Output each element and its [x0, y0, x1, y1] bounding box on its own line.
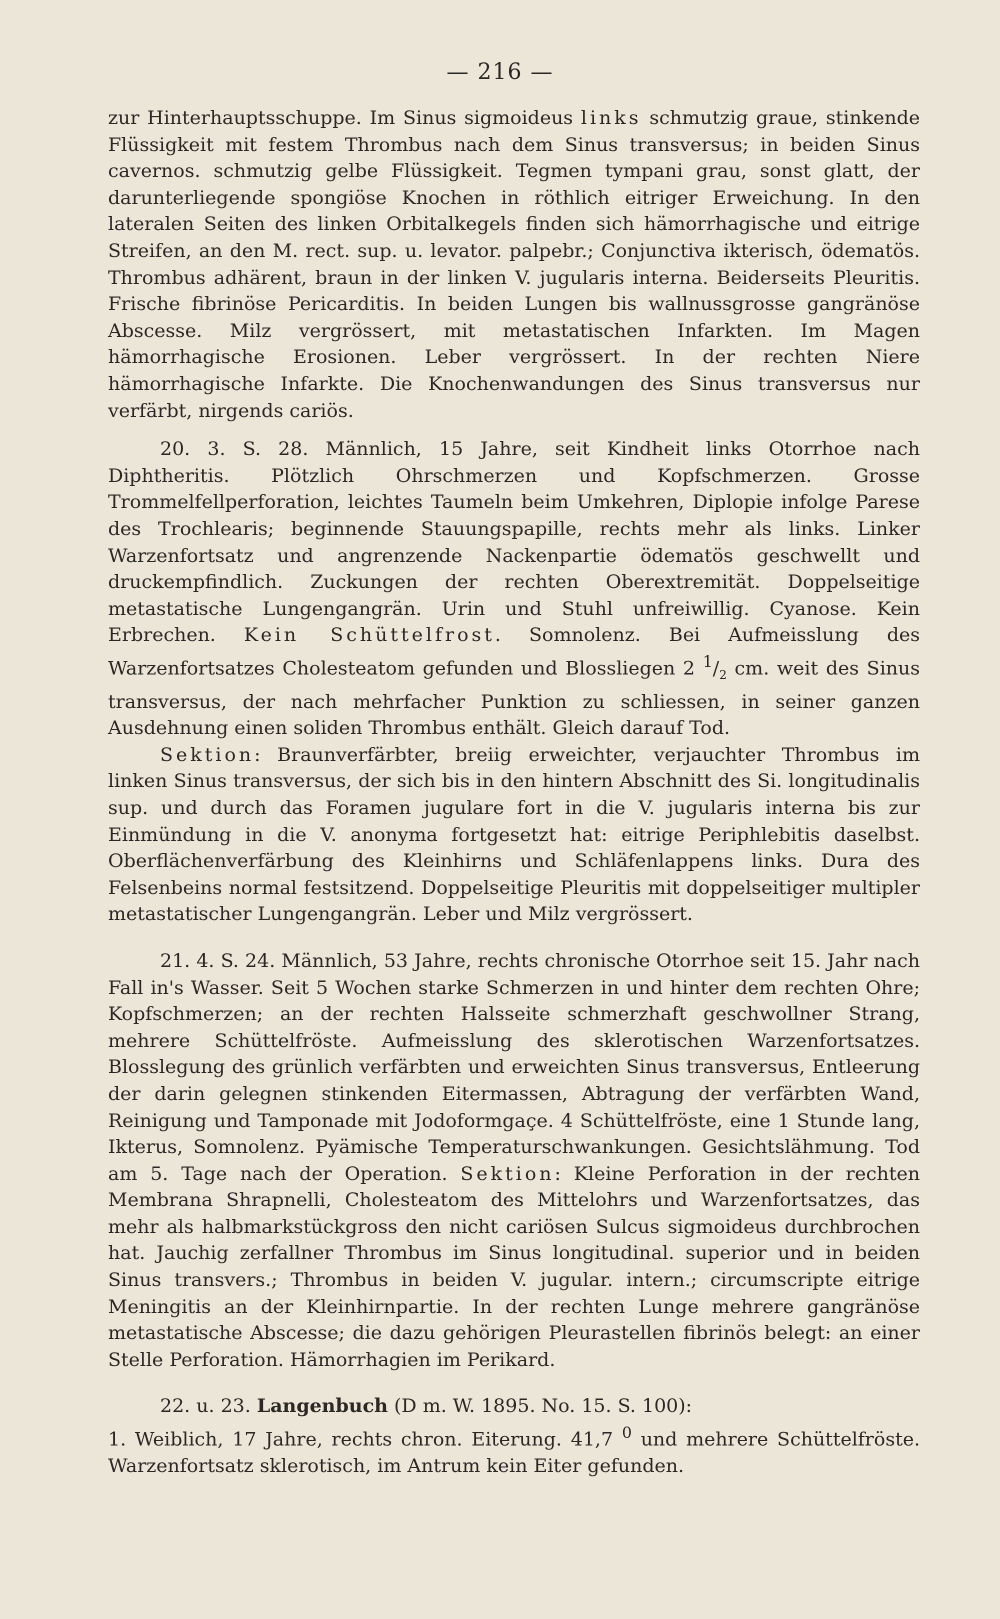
spaced-text: Sektion: [160, 743, 255, 766]
paragraph-case-20: [108, 436, 920, 742]
author-name: Langenbuch: [256, 1395, 388, 1418]
paragraph-case-20-sektion: [108, 742, 920, 928]
page-number: — 216 —: [446, 60, 554, 85]
text-run: zur Hinterhauptsschuppe. Im Sinus sigmoideus: [108, 107, 581, 129]
text-run: : Braunverfärbter, breiig erweichter, verjauchter Thrombus im linken Sinus transversus, der sich bis in den hintern Abschnitt des Si. longitudinalis sup. und durch das Foramen jugulare fort in die V. jugularis interna bis zur Einmündung in die V. anonyma fortgesetzt hat: eitrige Periphlebitis daselbst. Oberflächenverfärbung des Kleinhirns und Schläfenlappens links. Dura des Felsenbeins normal festsitzend. Doppelseitige Pleuritis mit doppelseitiger multipler metastatischer Lungengangrän. Leber und Milz vergrössert.: [108, 743, 920, 926]
paragraph-case-19-end: [108, 105, 920, 424]
text-run: cm. weit des Sinus transversus, der nach mehrfacher Punktion zu schliessen, in seiner ganzen Ausdehnung einen soliden Thrombus enthält. Gleich darauf Tod.: [108, 657, 920, 740]
spaced-text: links: [580, 107, 642, 129]
fraction-denominator: 2: [719, 668, 727, 682]
spaced-text: Sektion: [460, 1162, 555, 1185]
fraction-slash: /: [712, 657, 720, 680]
degree-superscript: 0: [621, 1423, 632, 1443]
text-run: und mehrere Schüttelfröste. Warzenfortsatz sklerotisch, im Antrum kein Eiter gefunden.: [108, 1428, 920, 1477]
text-run: (D m. W. 1895. No. 15. S. 100):: [387, 1395, 693, 1418]
paragraph-case-21: [108, 948, 920, 1374]
body-text: [108, 105, 920, 1480]
spaced-text: Kein Schüttelfrost: [243, 624, 495, 647]
text-run: 1. Weiblich, 17 Jahre, rechts chron. Eiterung. 41,7: [108, 1428, 622, 1451]
text-run: : Kleine Perforation in der rechten Membrana Shrapnelli, Cholesteatom des Mittelohrs und Warzenfortsatzes, das mehr als halbmarkstückgross den nicht cariösen Sulcus sigmoideus durchbrochen hat. Jauchig zerfallner Thrombus im Sinus longitudinal. superior und in beiden Sinus transvers.; Thrombus in beiden V. jugular. intern.; circumscripte eitrige Meningitis an der Kleinhirnpartie. In der rechten Lunge mehrere gangränöse metastatische Abscesse; die dazu gehörigen Pleurastellen fibrinös belegt: an einer Stelle Perforation. Hämorrhagien im Perikard.: [108, 1162, 920, 1371]
paragraph-case-22-23-heading: [108, 1393, 920, 1420]
fraction-numerator: 1: [702, 651, 713, 671]
paragraph-case-22: [108, 1420, 920, 1480]
text-run: schmutzig graue, stinkende Flüssigkeit mit festem Thrombus nach dem Sinus transversus; in beiden Sinus cavernos. schmutzig gelbe Flüssigkeit. Tegmen tympani grau, sonst glatt, der darunterliegende spongiöse Knochen in röthlich eitriger Erweichung. In den lateralen Seiten des linken Orbitalkegels finden sich hämorrhagische und eitrige Streifen, an den M. rect. sup. u. levator. palpebr.; Conjunctiva ikterisch, ödematös. Thrombus adhärent, braun in der linken V. jugularis interna. Beiderseits Pleuritis. Frische fibrinöse Pericarditis. In beiden Lungen bis wallnussgrosse gangränöse Abscesse. Milz vergrössert, mit metastatischen Infarkten. Im Magen hämorrhagische Erosionen. Leber vergrössert. In der rechten Niere hämorrhagische Infarkte. Die Knochenwandungen des Sinus transversus nur verfärbt, nirgends cariös.: [108, 107, 920, 422]
text-run: . Somnolenz. Bei Aufmeisslung des Warzenfortsatzes Cholesteatom gefunden und Blossliegen 2: [108, 624, 920, 680]
text-run: 22. u. 23.: [160, 1395, 257, 1418]
text-run: 21. 4. S. 24. Männlich, 53 Jahre, rechts chronische Otorrhoe seit 15. Jahr nach Fall in's Wasser. Seit 5 Wochen starke Schmerzen in und hinter dem rechten Ohre; Kopfschmerzen; an der rechten Halsseite schmerzhaft geschwollner Strang, mehrere Schüttelfröste. Aufmeisslung des sklerotischen Warzenfortsatzes. Blosslegung des grünlich verfärbten und erweichten Sinus transversus, Entleerung der darin gelegnen stinkenden Eitermassen, Abtragung der verfärbten Wand, Reinigung und Tamponade mit Jodoformgaçe. 4 Schüttelfröste, eine 1 Stunde lang, Ikterus, Somnolenz. Pyämische Temperaturschwankungen. Gesichtslähmung. Tod am 5. Tage nach der Operation.: [108, 949, 920, 1185]
text-run: 20. 3. S. 28. Männlich, 15 Jahre, seit Kindheit links Otorrhoe nach Diphtheritis. Plötzlich Ohrschmerzen und Kopfschmerzen. Grosse Trommelfellperforation, leichtes Taumeln beim Umkehren, Diplopie infolge Parese des Trochlearis; beginnende Stauungspapille, rechts mehr als links. Linker Warzenfortsatz und angrenzende Nackenpartie ödematös geschwellt und druckempfindlich. Zuckungen der rechten Oberextremität. Doppelseitige metastatische Lungengangrän. Urin und Stuhl unfreiwillig. Cyanose. Kein Erbrechen.: [108, 438, 920, 647]
